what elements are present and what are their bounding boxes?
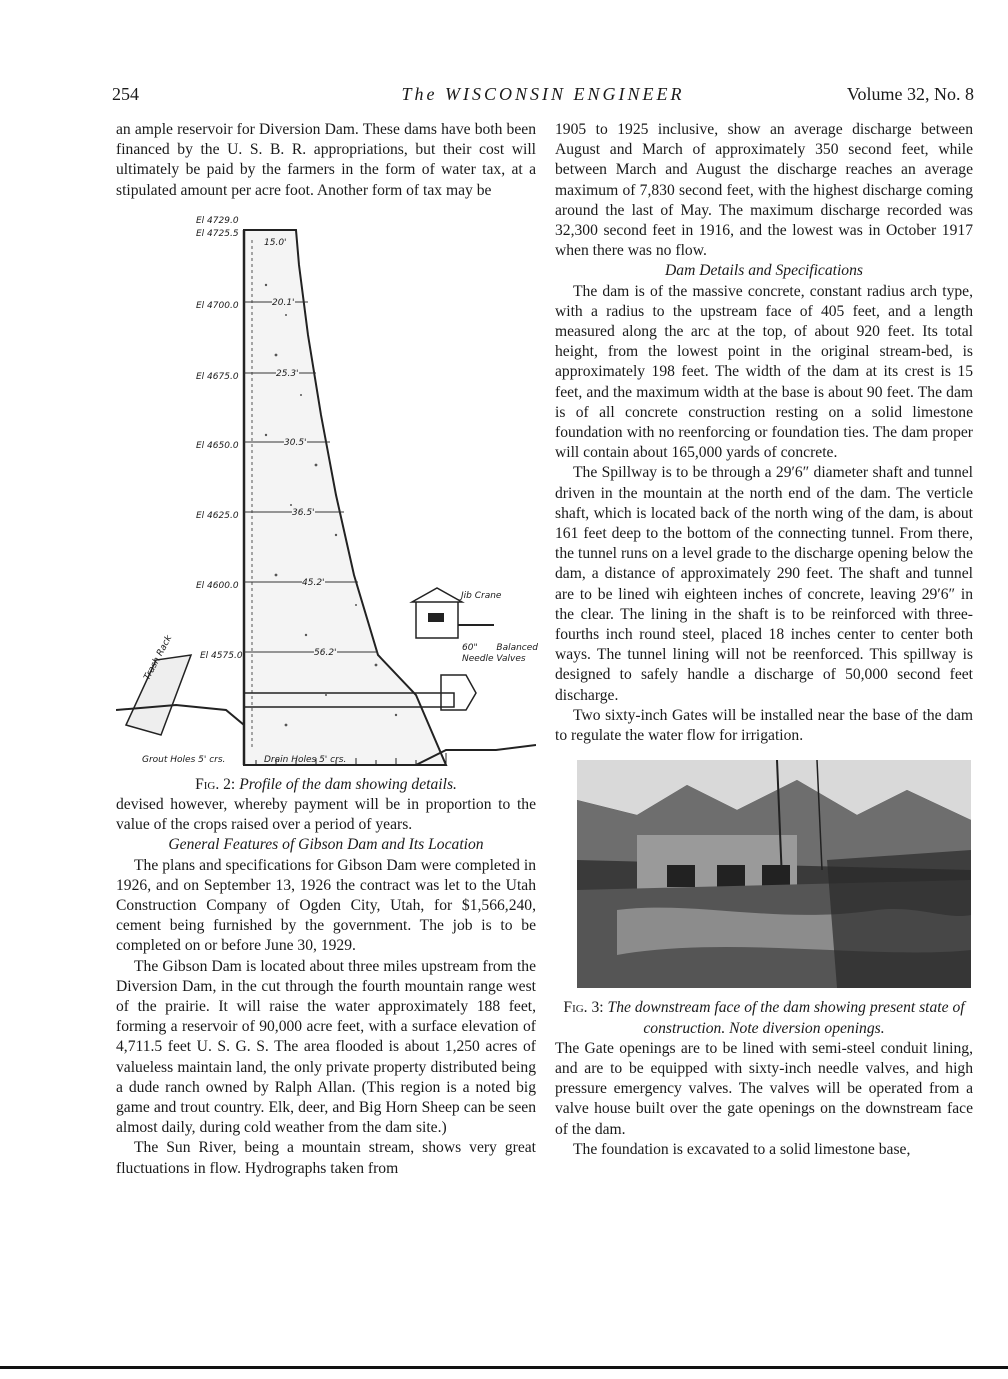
section-heading: General Features of Gibson Dam and Its Location xyxy=(168,836,484,854)
width-label: 45.2' xyxy=(302,573,325,593)
figure-caption-text: Profile of the dam showing details. xyxy=(239,775,457,793)
figure-label: Fig. 2: xyxy=(195,775,236,793)
width-label: 30.5' xyxy=(284,433,307,453)
paragraph: Two sixty-inch Gates will be installed near the base of the dam to regulate the water flow for irrigation. xyxy=(555,706,973,745)
elevation-label: El 4729.0 xyxy=(196,215,239,226)
section-heading: Dam Details and Specifications xyxy=(665,262,863,280)
paragraph: The Spillway is to be through a 29′6″ diameter shaft and tunnel driven in the mountain at the north end of the dam. The verticle shaft, which is located back of the north wing of the dam, is about 161 feet deep to the bottom of the connecting tunnel. From there, the tunnel runs on a level grade to the discharge opening below the dam, a distance of approximately 290 feet. The shaft and tunnel are to be lined wih eighteen inches of concrete, leaving 29′6″ in the clear. The lining in the shaft is to be reinforced with three-fourths inch round steel, placed 18 inches center to center both ways. The tunnel lining will not be reenforced. This spillway is designed to safely handle a discharge of 50,000 second feet discharge. xyxy=(555,464,973,704)
width-label: 56.2' xyxy=(314,643,337,663)
figure-caption-text: The downstream face of the dam showing present state of construction. Note diversion openings. xyxy=(607,999,965,1037)
elevation-label: El 4625.0 xyxy=(196,510,239,521)
figure-3-caption xyxy=(555,998,973,1038)
elevation-label: El 4650.0 xyxy=(196,440,239,451)
width-label: 25.3' xyxy=(276,364,299,384)
jib-crane-label: Jib Crane xyxy=(461,590,502,601)
figure-3-photograph xyxy=(577,760,971,988)
grout-holes-label: Grout Holes 5' crs. xyxy=(142,754,226,765)
elevation-label: El 4675.0 xyxy=(196,371,239,382)
paragraph: The Gate openings are to be lined with semi-steel conduit lining, and are to be equipped with sixty-inch needle valves, and high pressure emergency valves. The valves will be operated from a valve house built over the gate openings on the downstream face of the dam. xyxy=(555,1039,973,1138)
elevation-label: El 4700.0 xyxy=(196,300,239,311)
drain-holes-label: Drain Holes 5' crs. xyxy=(264,754,347,765)
page-number: 254 xyxy=(112,84,139,104)
figure-2-dam-profile xyxy=(116,205,536,775)
width-label: 36.5' xyxy=(292,503,315,523)
dam-construction-photo xyxy=(577,760,971,988)
trash-rack-label: Trash Rack xyxy=(142,633,175,682)
paragraph: The dam is of the massive concrete, constant radius arch type, with a radius to the upstream face of 405 feet, and a length measured along the arc at the top, of about 920 feet. Its total height, from the lowest point in the original stream-bed, is approximately 198 feet. The width of the dam at its crest is 15 feet, and the maximum width at the base is about 90 feet. The dam is of all concrete construction resting on a solid limestone foundation with no reenforcing or foundation ties. The dam proper will contain about 165,000 yards of concrete. xyxy=(555,282,973,462)
dam-profile-drawing xyxy=(116,205,536,775)
paragraph: an ample reservoir for Diversion Dam. These dams have both been financed by the U. S. B. R. appropriations, but their cost will ultimately be paid by the farmers in the form of water tax, at a stipulated amount per acre foot. Another form of tax may be xyxy=(116,121,536,199)
paragraph: 1905 to 1925 inclusive, show an average discharge between August and March of approximately 350 second feet, while between March and August the discharge reaches an average maximum of 7,830 second feet, with the highest discharge coming around the last of May. The maximum discharge recorded was 32,300 second feet in 1916, and the lowest was in October 1917 when there was no flow. xyxy=(555,121,973,260)
paragraph: The Sun River, being a mountain stream, shows very great fluctuations in flow. Hydrographs taken from xyxy=(116,1139,536,1177)
volume-info: Volume 32, No. 8 xyxy=(846,84,974,104)
journal-title: The WISCONSIN ENGINEER xyxy=(401,84,685,104)
page-bottom-border xyxy=(0,1366,1008,1369)
paragraph: The plans and specifications for Gibson Dam were completed in 1926, and on September 13, 1926 the contract was let to the Utah Construction Company of Ogden City, Utah, for $1,566,240, cement being furnished by the government. The job is to be completed on or before June 30, 1929. xyxy=(116,856,536,955)
figure-2-caption xyxy=(116,775,536,795)
paragraph: The foundation is excavated to a solid limestone base, xyxy=(573,1140,911,1158)
paragraph: The Gibson Dam is located about three miles upstream from the Diversion Dam, in the cut through the fourth mountain range west of the prairie. It will raise the water approximately 188 feet, forming a reservoir of 90,000 acre feet, with a surface elevation of 4,711.5 feet U. S. G. S. The area flooded is about 1,250 acres of valueless maintain land, the only private property distributed being a dude ranch owned by Ralph Allan. (This region is a noted big game and trout country. Elk, deer, and Big Horn Sheep can be seen almost daily, during cold weather from the dam site.) xyxy=(116,957,536,1137)
elevation-label: El 4725.5 xyxy=(196,228,239,239)
page-header xyxy=(112,84,974,108)
figure-label: Fig. 3: xyxy=(563,999,604,1017)
paragraph: devised however, whereby payment will be in proportion to the value of the crops raised over a period of years. xyxy=(116,796,536,834)
right-column xyxy=(555,120,973,1160)
elevation-label: El 4575.0 xyxy=(200,650,243,661)
elevation-label: El 4600.0 xyxy=(196,580,239,591)
width-label: 20.1' xyxy=(272,293,295,313)
width-label: 15.0' xyxy=(264,237,287,248)
left-column xyxy=(116,120,536,1179)
valves-label: 60" Balanced Needle Valves xyxy=(462,642,538,664)
